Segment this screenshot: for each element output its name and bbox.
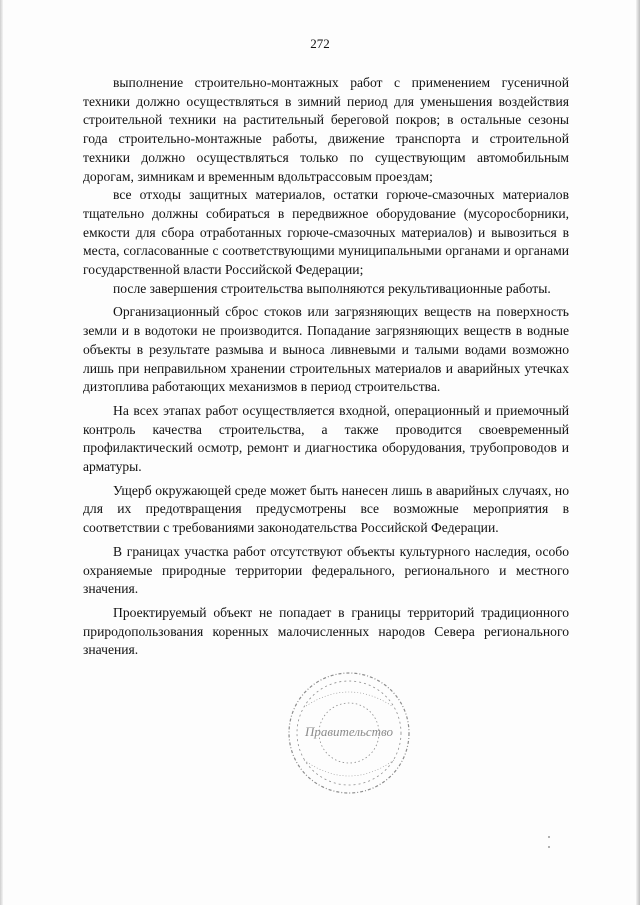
document-body [83, 74, 569, 660]
page-right-edge [636, 0, 640, 905]
paragraph-8: Проектируемый объект не попадает в границы территорий традиционного природопользования коренных малочисленных народов Севера регионального значения. [83, 604, 569, 658]
scan-speck [548, 846, 550, 848]
seal-text: Правительство [304, 724, 394, 739]
page-left-edge [0, 0, 3, 905]
paragraph-2: все отходы защитных материалов, остатки горюче-смазочных материалов тщательно должны собираться в передвижное оборудование (мусоросборники, емкости для сбора отработанных горюче-смазочных материалов) и вывозиться в места, согласованные с соответствующими муниципальными органами и органами государственной власти Российской Федерации; [83, 187, 569, 278]
paragraph-6: Ущерб окружающей среде может быть нанесен лишь в аварийных случаях, но для их предотвращения предусмотрены все возможные мероприятия в соответствии с требованиями законодательства Российской Федерации. [83, 482, 569, 536]
paragraph-5: На всех этапах работ осуществляется входной, операционный и приемочный контроль качества строительства, а также проводится своевременный профилактический осмотр, ремонт и диагностика оборудования, трубопроводов и арматуры. [83, 402, 569, 475]
official-seal [284, 668, 414, 798]
paragraph-3: после завершения строительства выполняются рекультивационные работы. [113, 280, 551, 296]
paragraph-7: В границах участка работ отсутствуют объекты культурного наследия, особо охраняемые природные территории федерального, регионального и местного значения. [83, 543, 569, 597]
paragraph-4: Организационный сброс стоков или загрязняющих веществ на поверхность земли и в водотоки не производится. Попадание загрязняющих веществ в водные объекты в результате размыва и выноса ливневыми и талыми водами возможно лишь при неправильном хранении строительных материалов и аварийных утечках дизтоплива работающих механизмов в период строительства. [83, 304, 569, 395]
page-number: 272 [310, 36, 330, 51]
paragraph-1: выполнение строительно-монтажных работ с применением гусеничной техники должно осуществляться в зимний период для уменьшения воздействия строительной техники на растительный береговой покров; в остальные сезоны года строительно-монтажные работы, движение транспорта и строительной техники должно осуществляться только по существующим автомобильным дорогам, зимникам и временным вдольтрассовым проездам; [83, 75, 569, 184]
scan-speck [548, 836, 550, 838]
